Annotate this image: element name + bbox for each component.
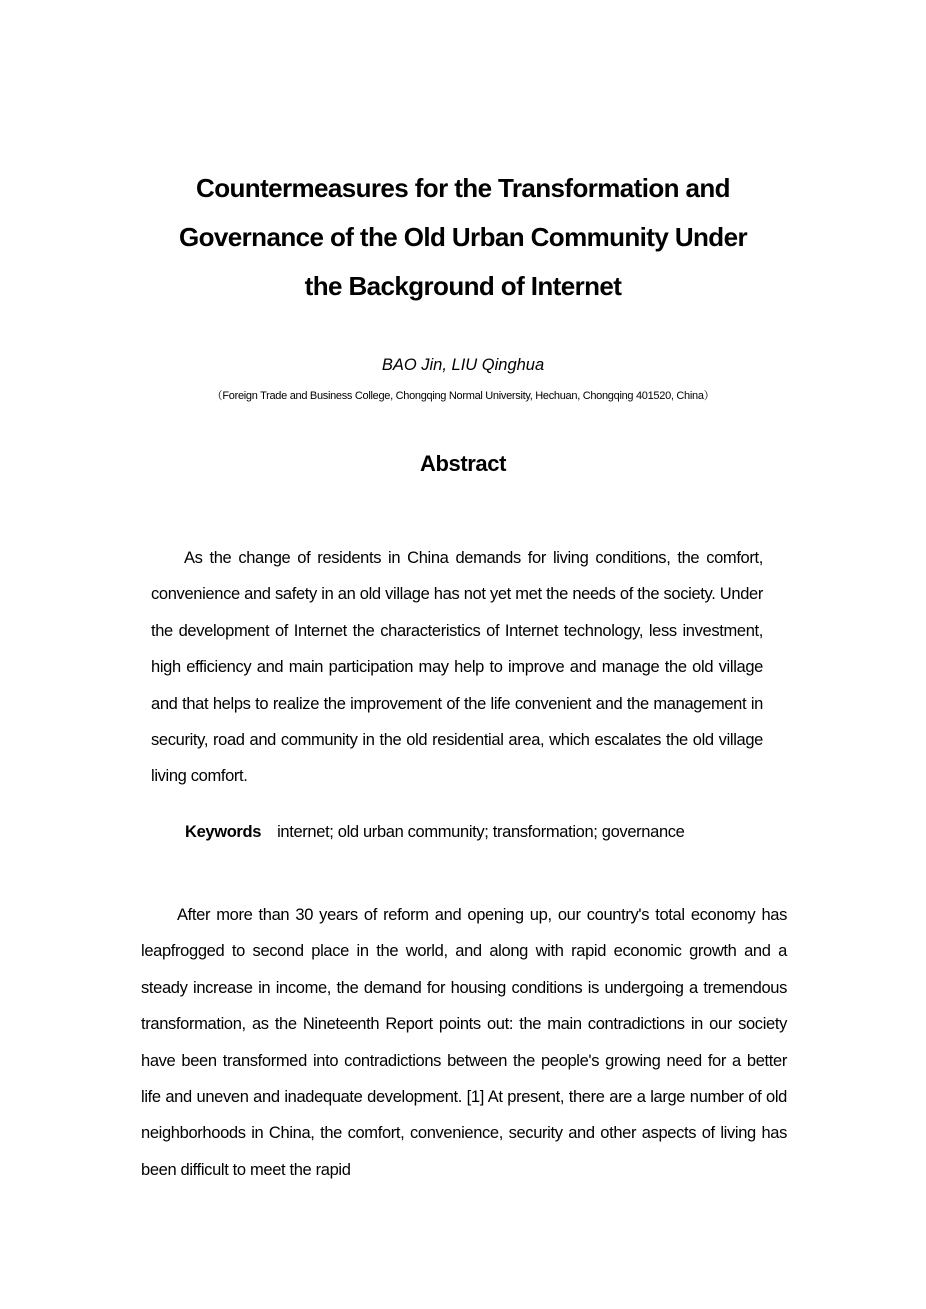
title-line: Governance of the Old Urban Community Under [179, 222, 747, 252]
body-paragraph: After more than 30 years of reform and opening up, our country's total economy has leapfrogged to second place in the world, and along with rapid economic growth and a steady increase in income, the demand for housing conditions is undergoing a tremendous transformation, as the Nineteenth Report points out: the main contradictions in our society have been transformed into contradictions between the people's growing need for a better life and uneven and inadequate development. [1] At present, there are a large number of old neighborhoods in China, the comfort, convenience, security and other aspects of living has been difficult to meet the rapid [141, 906, 787, 1179]
keywords-line [185, 823, 785, 842]
paper-title [140, 164, 786, 311]
keywords-text: internet; old urban community; transformation; governance [277, 823, 685, 841]
keywords-label: Keywords [185, 823, 262, 841]
author-affiliation: （Foreign Trade and Business College, Chongqing Normal University, Hechuan, Chongqing 401520, China） [211, 390, 715, 402]
author-list: BAO Jin, LIU Qinghua [381, 356, 545, 374]
abstract-heading: Abstract [419, 451, 507, 476]
title-line: Countermeasures for the Transformation and [196, 173, 730, 203]
title-line: the Background of Internet [304, 271, 622, 301]
abstract-text: As the change of residents in China demands for living conditions, the comfort, convenience and safety in an old village has not yet met the needs of the society. Under the development of Internet the characteristics of Internet technology, less investment, high efficiency and main participation may help to improve and manage the old village and that helps to realize the improvement of the life convenient and the management in security, road and community in the old residential area, which escalates the old village living comfort. [151, 549, 763, 786]
